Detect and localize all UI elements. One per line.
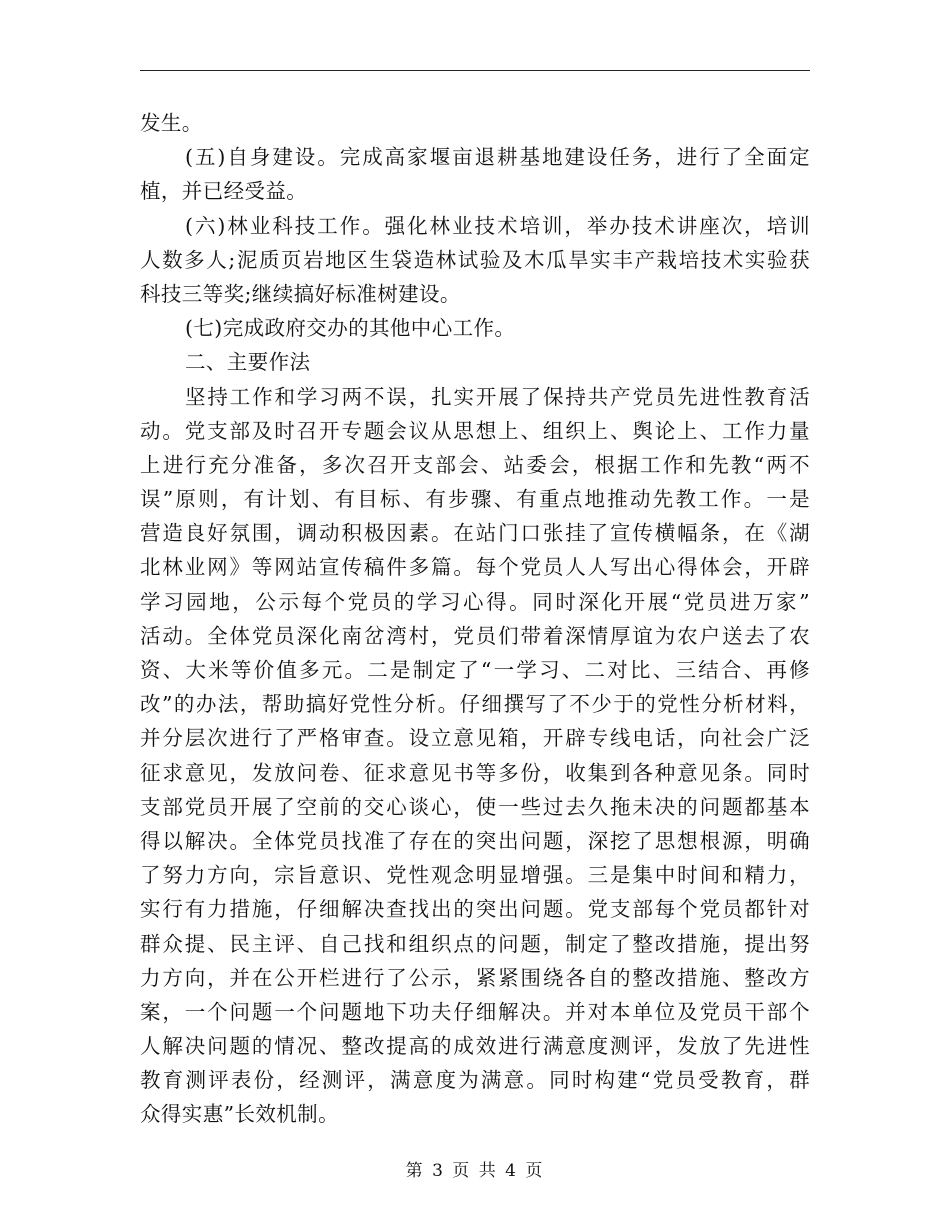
paragraph <box>140 345 810 379</box>
paragraph <box>140 380 810 1132</box>
header-rule <box>140 70 810 71</box>
paragraph-line: 支部党员开展了空前的交心谈心，使一些过去久拖未决的问题都基本 <box>140 794 810 819</box>
paragraph-line: 人解决问题的情况、整改提高的成效进行满意度测评，发放了先进性 <box>140 1034 810 1059</box>
paragraph-line: 学习园地，公示每个党员的学习心得。同时深化开展“党员进万家” <box>140 589 810 614</box>
paragraph-line: (五)自身建设。完成高家堰亩退耕基地建设任务，进行了全面定 <box>185 145 810 170</box>
paragraph-line: 科技三等奖;继续搞好标准树建设。 <box>140 281 461 306</box>
paragraph-line: 征求意见，发放问卷、征求意见书等多份，收集到各种意见条。同时 <box>140 760 810 785</box>
paragraph-line: 得以解决。全体党员找准了存在的突出问题，深挖了思想根源，明确 <box>140 828 810 853</box>
paragraph-line: 营造良好氛围，调动积极因素。在站门口张挂了宣传横幅条，在《湖 <box>140 521 810 546</box>
paragraph-line: 北林业网》等网站宣传稿件多篇。每个党员人人写出心得体会，开辟 <box>140 555 810 580</box>
paragraph-line: 众得实惠”长效机制。 <box>140 1102 339 1127</box>
paragraph-line: (七)完成政府交办的其他中心工作。 <box>185 316 516 341</box>
paragraph-line: (六)林业科技工作。强化林业技术培训，举办技术讲座次，培训 <box>185 213 810 238</box>
page-footer: 第 3 页 共 4 页 <box>405 1161 545 1181</box>
paragraph-line: 资、大米等价值多元。二是制定了“一学习、二对比、三结合、再修 <box>140 658 810 682</box>
paragraph-line: 坚持工作和学习两不误，扎实开展了保持共产党员先进性教育活 <box>185 384 810 409</box>
paragraph-line: 植，并已经受益。 <box>140 179 308 204</box>
paragraph-line: 实行有力措施，仔细解决查找出的突出问题。党支部每个党员都针对 <box>140 897 810 922</box>
paragraph-line: 力方向，并在公开栏进行了公示，紧紧围绕各自的整改措施、整改方 <box>140 965 810 990</box>
paragraph-line: 上进行充分准备，多次召开支部会、站委会，根据工作和先教“两不 <box>140 452 810 477</box>
paragraph-line: 活动。全体党员深化南岔湾村，党员们带着深情厚谊为农户送去了农 <box>140 623 810 648</box>
paragraph-line: 改”的办法，帮助搞好党性分析。仔细撰写了不少于的党性分析材料， <box>140 692 810 717</box>
paragraph <box>140 106 810 140</box>
paragraph-line: 教育测评表份，经测评，满意度为满意。同时构建“党员受教育，群 <box>140 1068 810 1093</box>
paragraph-line: 群众提、民主评、自己找和组织点的问题，制定了整改措施，提出努 <box>140 931 810 956</box>
paragraph-line: 并分层次进行了严格审查。设立意见箱，开辟专线电话，向社会广泛 <box>140 726 810 751</box>
paragraph-line: 二、主要作法 <box>185 350 311 375</box>
paragraph <box>140 209 810 312</box>
document-body <box>140 106 810 1132</box>
paragraph-line: 发生。 <box>140 111 203 135</box>
paragraph-line: 误”原则，有计划、有目标、有步骤、有重点地推动先教工作。一是 <box>140 487 810 512</box>
paragraph-line: 人数多人;泥质页岩地区生袋造林试验及木瓜旱实丰产栽培技术实验获 <box>140 247 810 272</box>
paragraph <box>140 140 810 208</box>
paragraph-line: 案，一个问题一个问题地下功夫仔细解决。并对本单位及党员干部个 <box>140 999 810 1024</box>
paragraph-line: 动。党支部及时召开专题会议从思想上、组织上、舆论上、工作力量 <box>140 418 810 443</box>
paragraph-line: 了努力方向，宗旨意识、党性观念明显增强。三是集中时间和精力， <box>140 863 810 888</box>
paragraph <box>140 311 810 345</box>
